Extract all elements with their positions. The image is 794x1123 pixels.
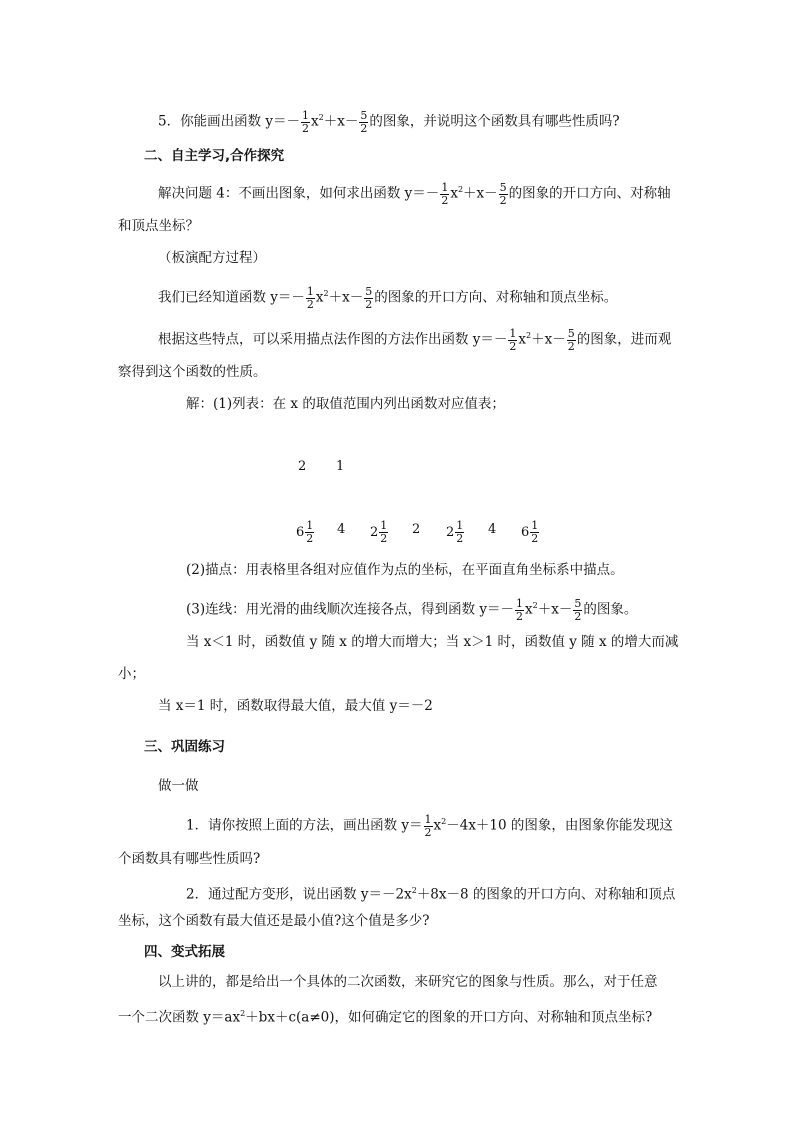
section-heading-3: 三、巩固练习	[144, 739, 225, 755]
method-paragraph: 根据这些特点，可以采用描点法作图的方法作出函数 y＝－ $\frac{1}{2}$ $x^2+x-$ $\frac{5}{2}$ 的图象，进而观	[158, 326, 672, 353]
fraction: $\frac{5}{2}$	[574, 596, 582, 623]
known-paragraph: 我们已经知道函数 y＝－ $\frac{1}{2}$ $x^2+x-$ $\frac{5}{2}$ 的图象的开口方向、对称轴和顶点坐标。	[158, 284, 618, 311]
section-heading-2: 二、自主学习,合作探究	[144, 148, 285, 164]
fraction: $\frac{5}{2}$	[365, 284, 373, 311]
extension-paragraph-line2: 一个二次函数 $y=ax^2+bx+c(a\ne 0)$，如何确定它的图象的开口方向、对称轴和顶点坐标?	[118, 1009, 653, 1026]
question-5: 5．你能画出函数 y＝－ $\frac{1}{2}$ $x^2+x-$ $\frac{5}{2}$ 的图象，并说明这个函数具有哪些性质吗?	[158, 108, 620, 135]
try-it-label: 做一做	[158, 778, 199, 794]
exercise-2-line2: 坐标，这个函数有最大值还是最小值?这个值是多少?	[118, 913, 430, 929]
fraction: $\frac{5}{2}$	[499, 180, 507, 207]
fraction: $\frac{1}{2}$	[306, 284, 314, 311]
table-cell: 2 $\frac{1}{2}$	[446, 519, 464, 545]
table-cell: 4	[337, 522, 346, 537]
fraction: $\frac{1}{2}$	[302, 108, 310, 135]
solution-step-3: (3)连线：用光滑的曲线顺次连接各点，得到函数 y＝－ $\frac{1}{2}$ $x^2+x-$ $\frac{5}{2}$ 的图象。	[186, 596, 638, 623]
fraction: $\frac{1}{2}$	[441, 180, 449, 207]
section-heading-4: 四、变式拓展	[144, 944, 225, 960]
table-cell: 6 $\frac{1}{2}$	[296, 519, 314, 545]
q5-text: 5．你能画出函数 y＝－	[158, 113, 301, 130]
exercise-2: 2．通过配方变形，说出函数 $y=-2x^2+8x-8$ 的图象的开口方向、对称轴和顶点	[186, 886, 676, 903]
property-increasing: 当 x＜1 时，函数值 y 随 x 的增大而增大；当 x＞1 时，函数值 y 随 x 的增大而减	[186, 634, 679, 650]
exercise-1-line2: 个函数具有哪些性质吗?	[118, 851, 261, 867]
property-max: 当 x＝1 时，函数取得最大值，最大值 y＝－2	[158, 698, 433, 714]
problem-4-line2: 和顶点坐标？	[118, 218, 199, 234]
method-paragraph-line2: 察得到这个函数的性质。	[118, 364, 267, 380]
table-cell: 4	[488, 522, 497, 537]
fraction: $\frac{1}{2}$	[509, 326, 517, 353]
table-cell: 2 $\frac{1}{2}$	[370, 519, 388, 545]
property-increasing-line2: 小；	[118, 666, 145, 682]
table-cell: 2	[298, 459, 307, 474]
table-cell: 1	[336, 459, 345, 474]
table-cell: 2	[412, 522, 421, 537]
fraction: $\frac{5}{2}$	[567, 326, 575, 353]
problem-4: 解决问题 4：不画出图象，如何求出函数 y＝－ $\frac{1}{2}$ $x^2+x-$ $\frac{5}{2}$ 的图象的开口方向、对称轴	[158, 180, 671, 207]
fraction: $\frac{1}{2}$	[424, 812, 432, 839]
fraction: $\frac{1}{2}$	[516, 596, 524, 623]
solution-step-2: (2)描点：用表格里各组对应值作为点的坐标，在平面直角坐标系中描点。	[186, 562, 624, 578]
extension-paragraph: 以上讲的，都是给出一个具体的二次函数，来研究它的图象与性质。那么，对于任意	[158, 974, 658, 990]
exercise-1: 1．请你按照上面的方法，画出函数 y＝ $\frac{1}{2}$ $x^2-4x+10$ 的图象，由图象你能发现这	[186, 812, 673, 839]
table-cell: 6 $\frac{1}{2}$	[521, 519, 539, 545]
solution-step-1: 解：(1)列表：在 x 的取值范围内列出函数对应值表；	[186, 396, 505, 412]
fraction: $\frac{5}{2}$	[360, 108, 368, 135]
board-note: （板演配方过程）	[158, 250, 266, 266]
